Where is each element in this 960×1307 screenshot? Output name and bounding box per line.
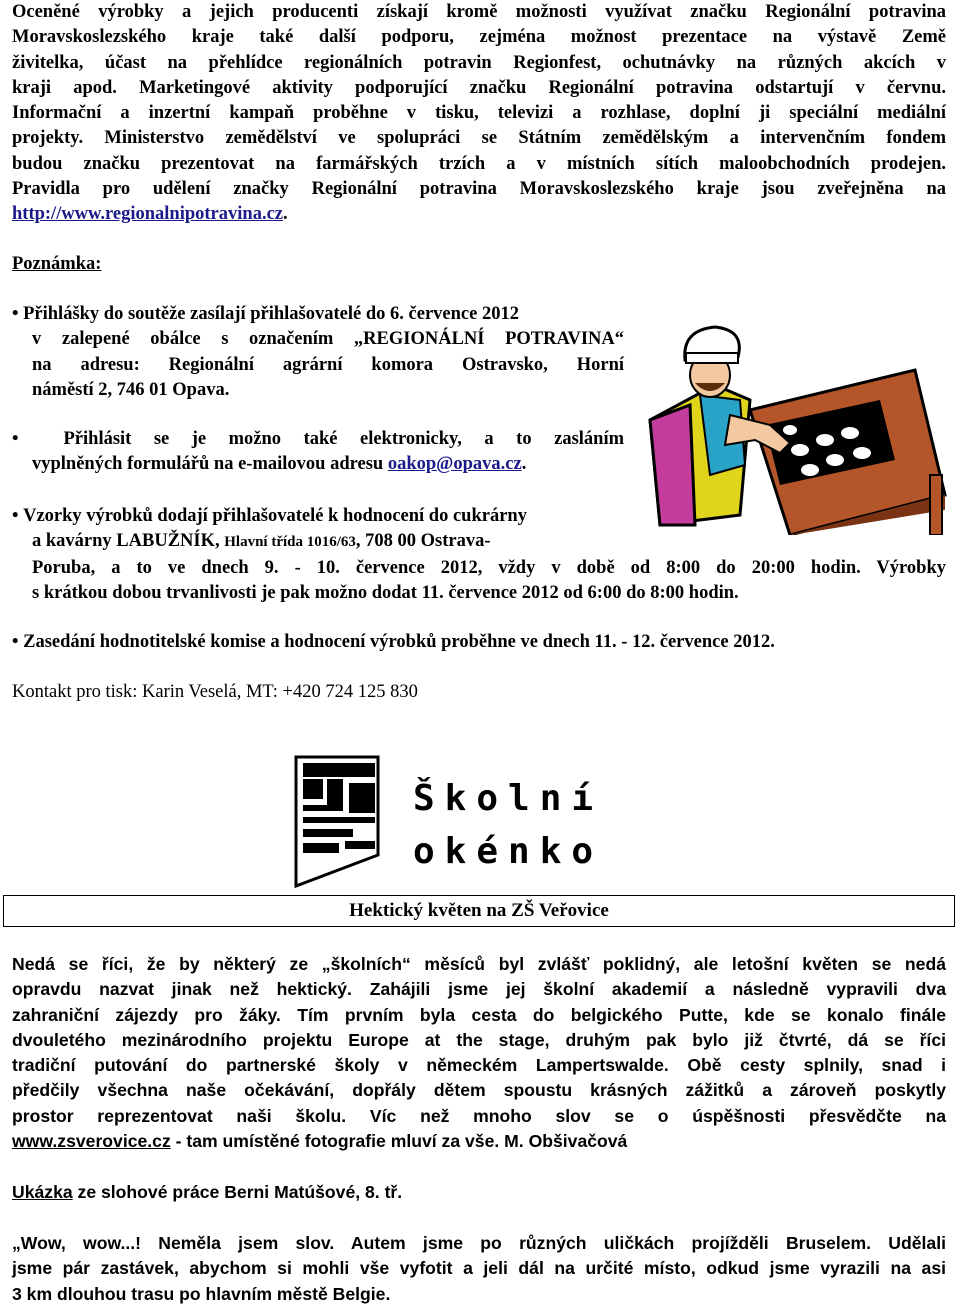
address-fragment: Hlavní třída 1016/63 xyxy=(224,534,356,551)
text-line: Oceněné výrobky a jejich producenti získají kromě možnosti využívat značku Regionální potravina xyxy=(12,2,946,22)
text-fragment: Zasedání hodnotitelské komise a hodnocení výrobků proběhne ve dnech 11. - 12. července 2012. xyxy=(23,632,775,652)
text-fragment: Vzorky výrobků dodají přihlašovatelé k hodnocení do cukrárny xyxy=(23,506,527,526)
chef-illustration xyxy=(640,325,950,535)
press-contact: Kontakt pro tisk: Karin Veselá, MT: +420 724 125 830 xyxy=(12,682,418,702)
bullet-item xyxy=(12,302,624,403)
text-line: tradiční putování do partnerské školy v německém Lampertswalde. Obě cesty splnily, snad i xyxy=(12,1055,946,1076)
text-line: předčily všechna naše očekávání, dopřály dětem spoustu krásných zážitků a zároveň poskytly xyxy=(12,1080,946,1101)
text-fragment: ze slohové práce Berni Matúšové, 8. tř. xyxy=(72,1182,403,1202)
text-line: Pravidla pro udělení značky Regionální potravina Moravskoslezského kraje jsou zveřejněna na xyxy=(12,179,946,200)
text-line: „Wow, wow...! Neměla jsem slov. Autem jsme po různých uličkách projížděli Bruselem. Udělali xyxy=(12,1233,946,1253)
text-fragment: . xyxy=(283,204,288,225)
sample-heading xyxy=(12,1180,946,1205)
bullet-icon: • xyxy=(12,632,24,652)
text-line xyxy=(12,1129,946,1154)
text-line xyxy=(12,1180,946,1205)
text-line: jsme pár zastávek, abychom si mohli vše vyfotit a jeli dál na určité místo, odkud jsme vyrazili na asi xyxy=(12,1258,946,1279)
window-icon xyxy=(296,757,378,886)
bullet-item xyxy=(12,427,624,478)
article-title: Hektický květen na ZŠ Veřovice xyxy=(349,900,609,921)
text-fragment: - tam umístěné fotografie mluví za vše. M. Obšivačová xyxy=(170,1131,628,1152)
logo-word-1: Školní xyxy=(413,778,604,819)
school-window-logo xyxy=(293,755,669,888)
text-line: živitelka, účast na přehlídce regionálních potravin Regionfest, ochutnávky na různých akcích v xyxy=(12,52,946,73)
text-fragment: Přihlásit se je možno také elektronicky, a to zasláním xyxy=(63,429,624,449)
logo-word-2: okénko xyxy=(413,831,604,872)
text-line xyxy=(12,202,946,227)
sample-label: Ukázka xyxy=(12,1182,73,1202)
text-fragment: . xyxy=(521,454,527,475)
text-fragment: vyplněných formulářů na e-mailovou adresu xyxy=(32,454,388,475)
text-fragment: Přihlášky do soutěže zasílají přihlašovatelé do 6. července 2012 xyxy=(23,304,519,324)
intro-paragraph xyxy=(12,0,946,228)
text-line: Moravskoslezského kraje také další podporu, zejména možnost prezentace na výstavě Země xyxy=(12,27,946,48)
text-line: opravdu nazvat jinak než hektický. Zahájili jsme jej školní akademií a následně vypravili dva xyxy=(12,979,946,1000)
text-line: projekty. Ministerstvo zemědělství ve spolupráci se Státním zemědělským a intervenčním fondem xyxy=(12,128,946,149)
text-line xyxy=(12,302,624,327)
bullet-item xyxy=(12,630,775,655)
text-line: dvouletého mezinárodního projektu Europe at the stage, druhým pak bylo již čtvrté, dá se říci xyxy=(12,1029,946,1050)
text-line: Informační a inzertní kampaň proběhne v tisku, televizi a rozhlase, doplní ji speciální mediální xyxy=(12,103,946,124)
school-website-link[interactable]: www.zsverovice.cz xyxy=(12,1131,171,1152)
text-line: na adresu: Regionální agrární komora Ostravsko, Horní xyxy=(32,354,624,375)
article-paragraph xyxy=(12,952,946,1154)
essay-paragraph xyxy=(12,1231,946,1307)
text-line: kraji apod. Marketingové aktivity podporující značku Regionální potravina odstartují v červnu. xyxy=(12,77,946,98)
text-fragment: a kavárny LABUŽNÍK, xyxy=(32,531,225,552)
text-line: s krátkou dobou trvanlivosti je pak možno dodat 11. července 2012 od 6:00 do 8:00 hodin. xyxy=(32,582,739,603)
text-line: náměstí 2, 746 01 Opava. xyxy=(32,379,230,400)
text-line xyxy=(12,427,624,452)
text-line: prostor reprezentovat naši školu. Víc než mnoho slov se o úspěšnosti přesvědčte na xyxy=(12,1105,946,1126)
text-line: Nedá se říci, že by některý ze „školních“ měsíců byl zvlášť poklidný, ale letošní květen se nedá xyxy=(12,954,946,974)
bullet-icon: • xyxy=(12,506,24,526)
text-line: Poruba, a to ve dnech 9. - 10. července 2012, vždy v době od 8:00 do 20:00 hodin. Výrobky xyxy=(32,557,946,578)
text-line xyxy=(12,630,775,655)
email-link[interactable]: oakop@opava.cz xyxy=(387,454,522,475)
text-line: zahraniční zájezdy pro žáky. Tím prvním byla cesta do belgického Putte, kde se konalo finále xyxy=(12,1004,946,1025)
bullet-icon: • xyxy=(12,304,24,324)
text-line: budou značku prezentovat na farmářských trzích a v místních sítích maloobchodních prodejen. xyxy=(12,153,946,174)
article-title-box xyxy=(3,895,955,927)
text-line: 3 km dlouhou trasu po hlavním městě Belgie. xyxy=(12,1283,391,1304)
note-label-text: Poznámka: xyxy=(12,254,102,274)
regional-food-link[interactable]: http://www.regionalnipotravina.cz xyxy=(12,204,283,225)
text-line xyxy=(12,452,624,477)
note-label xyxy=(12,252,101,277)
text-line: v zalepené obálce s označením „REGIONÁLNÍ POTRAVINA“ xyxy=(32,329,624,350)
text-fragment: , 708 00 Ostrava- xyxy=(355,531,491,552)
bullet-icon: • xyxy=(12,429,64,449)
